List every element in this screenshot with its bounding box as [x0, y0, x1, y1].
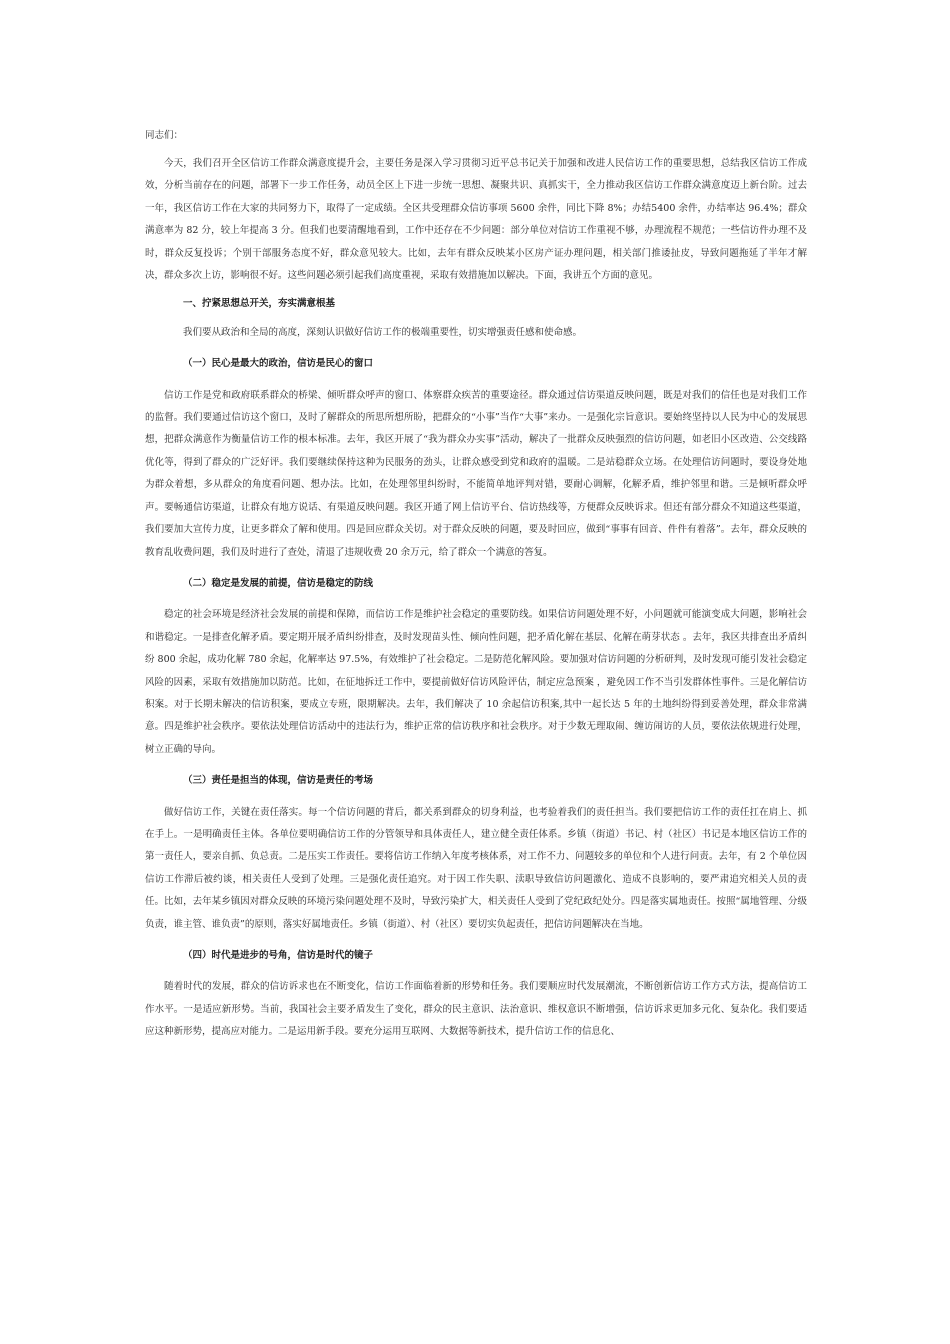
- subsection-heading-2: （二）稳定是发展的前提，信访是稳定的防线: [183, 577, 374, 589]
- subsection-body-4: 随着时代的发展，群众的信访诉求也在不断变化，信访工作面临着新的形势和任务。我们要顺应时代发展潮流，不断创新信访工作方式方法，提高信访工作水平。一是适应新形势。当前，我国社会主要矛盾发生了变化，群众的民主意识、法治意识、维权意识不断增强，信访诉求更加多元化、复杂化。我们要适应这种新形势，提高应对能力。二是运用新手段。要充分运用互联网、大数据等新技术，提升信访工作的信息化、: [145, 981, 807, 1038]
- intro-paragraph: 今天，我们召开全区信访工作群众满意度提升会，主要任务是深入学习贯彻习近平总书记关于加强和改进人民信访工作的重要思想，总结我区信访工作成效，分析当前存在的问题，部署下一步工作任务，动员全区上下进一步统一思想、凝聚共识、真抓实干，全力推动我区信访工作群众满意度迈上新台阶。过去一年，我区信访工作在大家的共同努力下，取得了一定成绩。全区共受理群众信访事项 5600 余件，同比下降 8%；办结5400 余件，办结率达 96.4%；群众满意率为 82 分，较上年提高 3 分。但我们也要清醒地看到，工作中还存在不少问题：部分单位对信访工作重视不够，办理流程不规范；一些信访件办理不及时，群众反复投诉；个别干部服务态度不好，群众意见较大。比如，去年有群众反映某小区房产证办理问题，相关部门推诿扯皮，导致问题拖延了半年才解决，群众多次上访，影响很不好。这些问题必须引起我们高度重视，采取有效措施加以解决。下面，我讲五个方面的意见。: [145, 158, 807, 282]
- subsection-body-2: 稳定的社会环境是经济社会发展的前提和保障，而信访工作是维护社会稳定的重要防线。如果信访问题处理不好，小问题就可能演变成大问题，影响社会和谐稳定。一是排查化解矛盾。要定期开展矛盾纠纷排查，及时发现苗头性、倾向性问题，把矛盾化解在基层、化解在萌芽状态 。去年，我区共排查出矛盾纠纷 800 余起，成功化解 780 余起，化解率达 97.5%，有效维护了社会稳定。二是防范化解风险。要加强对信访问题的分析研判，及时发现可能引发社会稳定风险的因素，采取有效措施加以防范。比如，在征地拆迁工作中，要提前做好信访风险评估，制定应急预案 ，避免因工作不当引发群体性事件。三是化解信访积案。对于长期未解决的信访积案，要成立专班，限期解决。去年，我们解决了 10 余起信访积案,其中一起长达 5 年的土地纠纷得到妥善处理，群众非常满意。四是维护社会秩序。要依法处理信访活动中的违法行为，维护正常的信访秩序和社会秩序。对于少数无理取闹、缠访闹访的人员，要依法依规进行处理，树立正确的导向。: [145, 609, 807, 755]
- section-heading-1: 一、拧紧思想总开关，夯实满意根基: [183, 298, 336, 310]
- subsection-heading-4: （四）时代是进步的号角，信访是时代的镜子: [183, 950, 374, 961]
- subsection-body-3: 做好信访工作，关键在责任落实。每一个信访问题的背后，都关系到群众的切身利益，也考验着我们的责任担当。我们要把信访工作的责任扛在肩上、抓在手上。一是明确责任主体。各单位要明确信访工作的分管领导和具体责任人，建立健全责任体系。乡镇（街道）书记、村（社区）书记是本地区信访工作的第一责任人，要亲自抓、负总责。二是压实工作责任。要将信访工作纳入年度考核体系，对工作不力、问题较多的单位和个人进行问责。去年，有 2 个单位因信访工作滞后被约谈，相关责任人受到了处理。三是强化责任追究。对于因工作失职、渎职导致信访问题激化、造成不良影响的，要严肃追究相关人员的责任。比如，去年某乡镇因对群众反映的环境污染问题处理不及时，导致污染扩大，相关责任人受到了党纪政纪处分。四是落实属地责任。按照“属地管理、分级负责，谁主管、谁负责”的原则，落实好属地责任。乡镇（街道）、村（社区）要切实负起责任，把信访问题解决在当地。: [145, 806, 807, 930]
- subsection-heading-1: （一）民心是最大的政治，信访是民心的窗口: [183, 358, 374, 370]
- section-intro: 我们要从政治和全局的高度，深刻认识做好信访工作的极端重要性，切实增强责任感和使命感。: [183, 326, 583, 338]
- subsection-body-1: 信访工作是党和政府联系群众的桥梁、倾听群众呼声的窗口、体察群众疾苦的重要途径。群众通过信访渠道反映问题，既是对我们的信任也是对我们工作的监督。我们要通过信访这个窗口，及时了解群众的所思所想所盼，把群众的“小事”当作“大事”来办。一是强化宗旨意识。要始终坚持以人民为中心的发展思想，把群众满意作为衡量信访工作的根本标准。去年，我区开展了“我为群众办实事”活动，解决了一批群众反映强烈的信访问题，如老旧小区改造、公交线路优化等，得到了群众的广泛好评。我们要继续保持这种为民服务的劲头，让群众感受到党和政府的温暖。二是站稳群众立场。在处理信访问题时，要设身处地为群众着想，多从群众的角度看问题、想办法。比如，在处理邻里纠纷时，不能简单地评判对错，要耐心调解，化解矛盾，维护邻里和谐。三是倾听群众呼声。要畅通信访渠道，让群众有地方说话、有渠道反映问题。我区开通了网上信访平台、信访热线等，方便群众反映诉求。但还有部分群众不知道这些渠道，我们要加大宣传力度，让更多群众了解和使用。四是回应群众关切。对于群众反映的问题，要及时回应，做到“事事有回音、件件有着落”。去年，群众反映的教育乱收费问题，我们及时进行了查处，清退了违规收费 20 余万元，给了群众一个满意的答复。: [145, 389, 807, 558]
- subsection-heading-3: （三）责任是担当的体现，信访是责任的考场: [183, 775, 374, 787]
- document-page: [145, 122, 807, 1044]
- salutation: 同志们：: [145, 130, 184, 141]
